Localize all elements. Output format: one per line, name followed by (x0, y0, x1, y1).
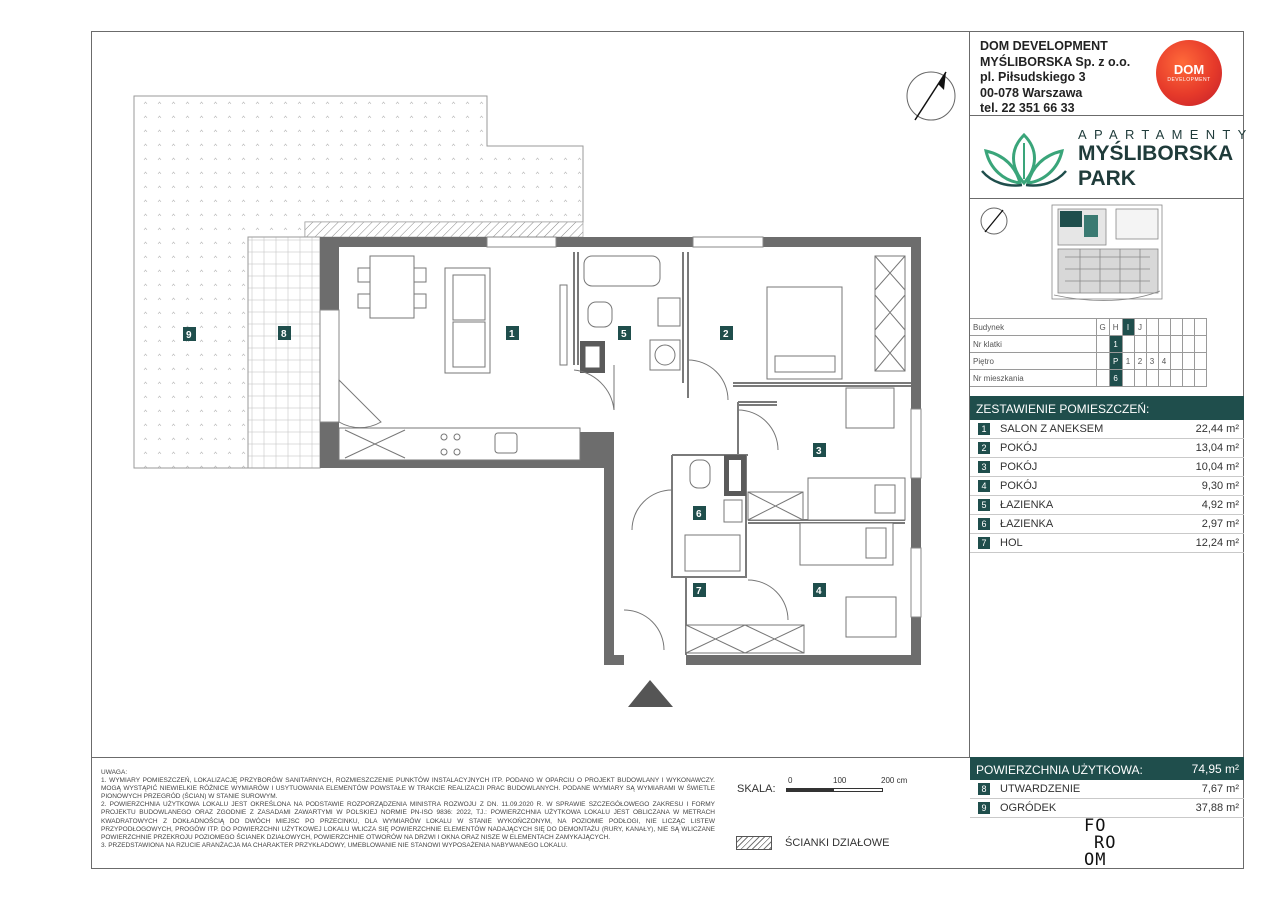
scale-tick-0: 0 (788, 776, 793, 785)
usable-area-label: POWIERZCHNIA UŻYTKOWA: (976, 763, 1143, 777)
building-g: G (1096, 319, 1109, 336)
building-j: J (1134, 319, 1146, 336)
footer (91, 757, 1244, 869)
building-h: H (1109, 319, 1122, 336)
room-row: 6 ŁAZIENKA 2,97 m² (970, 515, 1244, 534)
leaf-logo-icon (978, 127, 1070, 189)
notes (101, 769, 715, 850)
company-phone: tel. 22 351 66 33 (980, 101, 1075, 115)
partition-wall-label: ŚCIANKI DZIAŁOWE (785, 837, 890, 849)
svg-text:4: 4 (816, 586, 822, 597)
svg-text:9: 9 (186, 330, 192, 341)
company-entity: MYŚLIBORSKA Sp. z o.o. (980, 54, 1131, 69)
staircase-value: 1 (1109, 336, 1122, 353)
scale-bar (786, 788, 883, 792)
svg-text:5: 5 (621, 329, 627, 340)
apartment-label: Nr mieszkania (970, 370, 1096, 387)
floor-1: 1 (1122, 353, 1134, 370)
room-row: 4 POKÓJ 9,30 m² (970, 477, 1244, 496)
rooms-title: ZESTAWIENIE POMIESZCZEŃ: (970, 396, 1244, 420)
logo-text: DOM (1173, 62, 1205, 77)
floor-p: P (1109, 353, 1122, 370)
svg-text:7: 7 (696, 586, 702, 597)
brand-line-1: APARTAMENTY (1078, 127, 1254, 142)
site-key-plan (970, 199, 1244, 317)
building-i: I (1122, 319, 1134, 336)
floor-3: 3 (1146, 353, 1158, 370)
note-item: 1. WYMIARY POMIESZCZEŃ, LOKALIZACJĘ PRZYBORÓW SANITARNYCH, ROZMIESZCZENIE PUNKTÓW INSTALACYJNYCH ITP. PODANO W OPARCIU O PROJEKT BUDOWLANY I WYKONAWCZY. MOGĄ WYSTĄPIĆ NIEWIELKIE RÓŻNICE WYMIARÓW I USYTUOWANIA ELEMENTÓW POWSTAŁE W TRAKCIE REALIZACJI PRAC BUDOWLANYCH. PODANE WYMIARY SĄ WYMIARAMI W ŚWIETLE PIONOWYCH PRZEGRÓD (ŚCIAN) W STANIE SUROWYM. (101, 777, 715, 801)
company-name: DOM DEVELOPMENT (980, 39, 1108, 53)
svg-text:3: 3 (816, 446, 822, 457)
apartment-value: 6 (1109, 370, 1122, 387)
floor-label: Piętro (970, 353, 1096, 370)
dom-development-logo (1156, 40, 1222, 106)
floor-2: 2 (1134, 353, 1146, 370)
svg-text:1: 1 (509, 329, 515, 340)
room-row: 3 POKÓJ 10,04 m² (970, 458, 1244, 477)
building-label: Budynek (970, 319, 1096, 336)
location-table (970, 318, 1207, 387)
foroom-logo: FO RO OM (1084, 816, 1117, 870)
scale-tick-100: 100 (833, 776, 847, 785)
scale-tick-200: 200 cm (881, 776, 908, 785)
floor-4: 4 (1158, 353, 1170, 370)
note-item: 3. PRZEDSTAWIONA NA RZUCIE ARANŻACJA MA CHARAKTER PRZYKŁADOWY, UMEBLOWANIE NIE STANOWI WYPOSAŻENIA NABYWANEGO LOKALU. (101, 841, 568, 849)
partition-wall-swatch (736, 836, 772, 850)
usable-area-value: 74,95 m² (1191, 762, 1239, 776)
company-city: 00-078 Warszawa (980, 85, 1083, 100)
brand-line-3: PARK (1078, 167, 1136, 190)
staircase-label: Nr klatki (970, 336, 1096, 353)
room-row: 7 HOL 12,24 m² (970, 534, 1244, 553)
room-row: 2 POKÓJ 13,04 m² (970, 439, 1244, 458)
note-item: 2. POWIERZCHNIA UŻYTKOWA LOKALU JEST OKREŚLONA NA PODSTAWIE ROZPORZĄDZENIA MINISTRA ROZWOJU Z DN. 11.09.2020 R. W SPRAWIE SZCZEGÓŁOWEGO ZAKRESU I FORMY PROJEKTU BUDOWLANEGO ORAZ ZGODNIE Z ZASADAMI ZAWARTYMI W POLSKIEJ NORMIE PN-ISO 9836: 2022, TJ.: POWIERZCHNIA UŻYTKOWA LOKALU JEST OBLICZANA W METRACH KWADRATOWYCH Z DOKŁADNOŚCIĄ DO DWÓCH MIEJSC PO PRZECINKU, DLA WYMIARÓW LOKALU W STANIE WYKOŃCZONYM, NA POZIOMIE PODŁOGI, NIE LICZĄC LISTEW PRZYPODŁOGOWYCH, PROGÓW ITP. DO POWIERZCHNI UŻYTKOWEJ LOKALU WLICZA SIĘ POWIERZCHNIE ELEMENTÓW NADAJĄCYCH SIĘ DO DEMONTAŻU (RURY, KANAŁY), NIE SĄ WLICZANE POWIERZCHNIE PRZEKROJU POZIOMEGO ŚCIANEK DZIAŁOWYCH, POWIERZCHNIE OTWORÓW NA DRZWI I OKNA ORAZ NISZE W ELEMENTACH ZAMYKAJĄCYCH. (101, 801, 715, 841)
svg-text:6: 6 (696, 509, 702, 520)
logo-subtext: DEVELOPMENT (1167, 77, 1211, 83)
svg-text:2: 2 (723, 329, 729, 340)
company-info (980, 39, 1130, 117)
room-row: 1 SALON Z ANEKSEM 22,44 m² (970, 420, 1244, 439)
info-sidebar (969, 31, 1254, 757)
site-map-icon (1052, 205, 1162, 301)
scale-label: SKALA: (737, 783, 776, 795)
brand-line-2: MYŚLIBORSKA (1078, 142, 1234, 165)
extra-room-row: 9 OGRÓDEK 37,88 m² (970, 799, 1244, 818)
room-row: 5 ŁAZIENKA 4,92 m² (970, 496, 1244, 515)
company-street: pl. Piłsudskiego 3 (980, 70, 1086, 84)
extra-room-row: 8 UTWARDZENIE 7,67 m² (970, 780, 1244, 799)
svg-text:8: 8 (281, 329, 287, 340)
usable-area-bar (970, 757, 1244, 780)
notes-title: UWAGA: (101, 769, 128, 776)
